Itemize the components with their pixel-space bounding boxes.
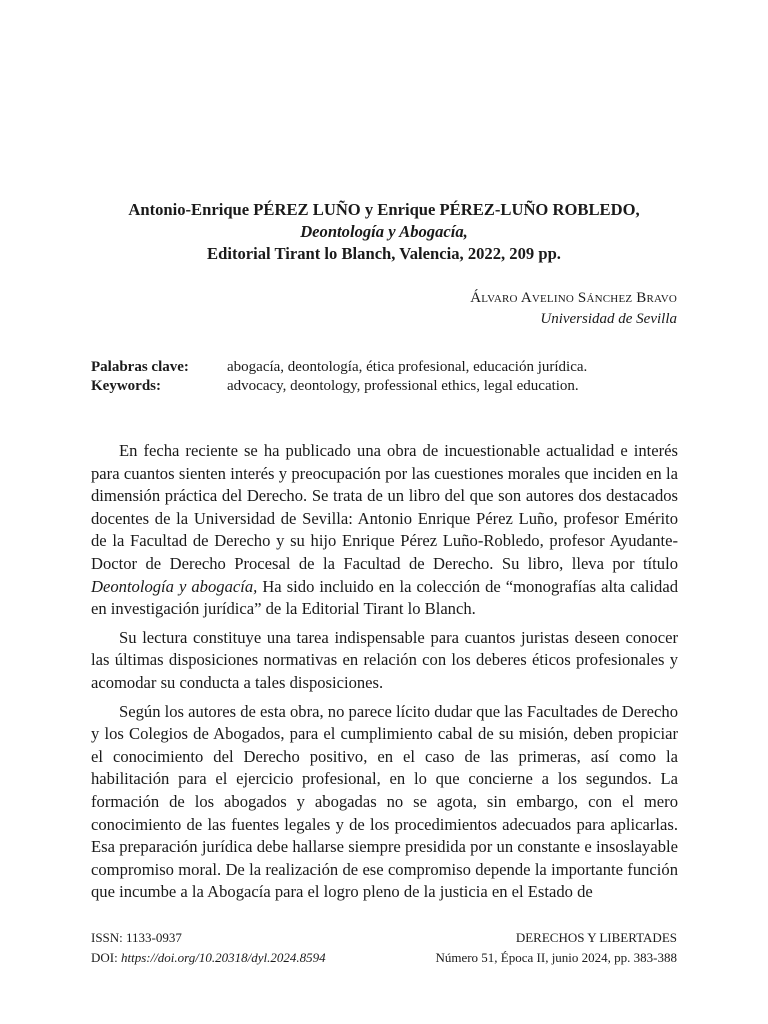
paragraph-3: Según los autores de esta obra, no parece lícito dudar que las Facultades de Derecho y los Colegios de Abogados, para el cumplimiento cabal de su misión, deben propiciar el conocimiento del Derecho positivo, en el caso de las primeras, así como la habilitación para el ejercicio profesional, en lo que concierne a los segundos. La formación de los abogados y abogadas no se agota, sin embargo, con el mero conocimiento de las fuentes legales y de los procedimientos adecuados para aplicarlas. Esa preparación jurídica debe hallarse siempre presidida por un constante e insoslayable compromiso moral. De la realización de ese compromiso depende la importante función que incumbe a la Abogacía para el logro pleno de la justicia en el Estado de — [91, 701, 678, 902]
book-title: Deontología y Abogacía, — [300, 222, 468, 241]
doi-line — [91, 948, 326, 968]
reviewer-block — [470, 288, 677, 330]
paragraph-2: Su lectura constituye una tarea indispensable para cuantos juristas deseen conocer las últimas disposiciones normativas en relación con los deberes éticos profesionales y acomodar su conducta a tales disposiciones. — [91, 627, 678, 692]
reviewer-name: Álvaro Avelino Sánchez Bravo — [470, 290, 677, 306]
book-authors: Antonio-Enrique PÉREZ LUÑO y Enrique PÉREZ-LUÑO ROBLEDO, — [128, 200, 640, 219]
review-heading — [90, 199, 678, 265]
paragraph-1-text-b: Ha sido incluido en la colección de “monografías alta calidad en investigación jurídica” de la Editorial Tirant lo Blanch. — [91, 576, 679, 619]
journal-issue: Número 51, Época II, junio 2024, pp. 383-388 — [435, 950, 677, 965]
issn-text: ISSN: 1133-0937 — [91, 930, 182, 945]
doi-label: DOI: — [91, 950, 121, 965]
keywords-value-es: abogacía, deontología, ética profesional, educación jurídica. — [227, 359, 588, 375]
keywords-value-en: advocacy, deontology, professional ethics, legal education. — [227, 378, 579, 394]
reviewer-affiliation: Universidad de Sevilla — [540, 311, 677, 327]
keywords-label-en: Keywords: — [91, 378, 161, 394]
footer-identifiers — [91, 928, 326, 968]
paragraph-1 — [91, 440, 678, 621]
keywords-row-en — [91, 377, 681, 396]
paragraph-1-book-title: Deontología y abogacía, — [91, 576, 258, 596]
keywords-block — [91, 358, 681, 396]
journal-name: DERECHOS Y LIBERTADES — [515, 930, 677, 945]
keywords-label-es: Palabras clave: — [91, 359, 189, 375]
doi-link[interactable]: https://doi.org/10.20318/dyl.2024.8594 — [120, 950, 326, 965]
keywords-row-es — [91, 358, 681, 377]
review-body — [91, 440, 678, 904]
paragraph-1-text-a: En fecha reciente se ha publicado una obra de incuestionable actualidad e interés para cuantos sienten interés y preocupación por las cuestiones morales que inciden en la dimensión práctica del Derecho. Se trata de un libro del que son autores dos destacados docentes de la Universidad de Sevilla: Antonio Enrique Pérez Luño, profesor Emérito de la Facultad de Derecho y su hijo Enrique Pérez Luño-Robledo, profesor Ayudante-Doctor de Derecho Procesal de la Facultad de Derecho. Su libro, lleva por título — [91, 441, 678, 573]
book-publisher: Editorial Tirant lo Blanch, Valencia, 2022, 209 pp. — [207, 244, 561, 263]
footer-journal — [435, 928, 677, 968]
